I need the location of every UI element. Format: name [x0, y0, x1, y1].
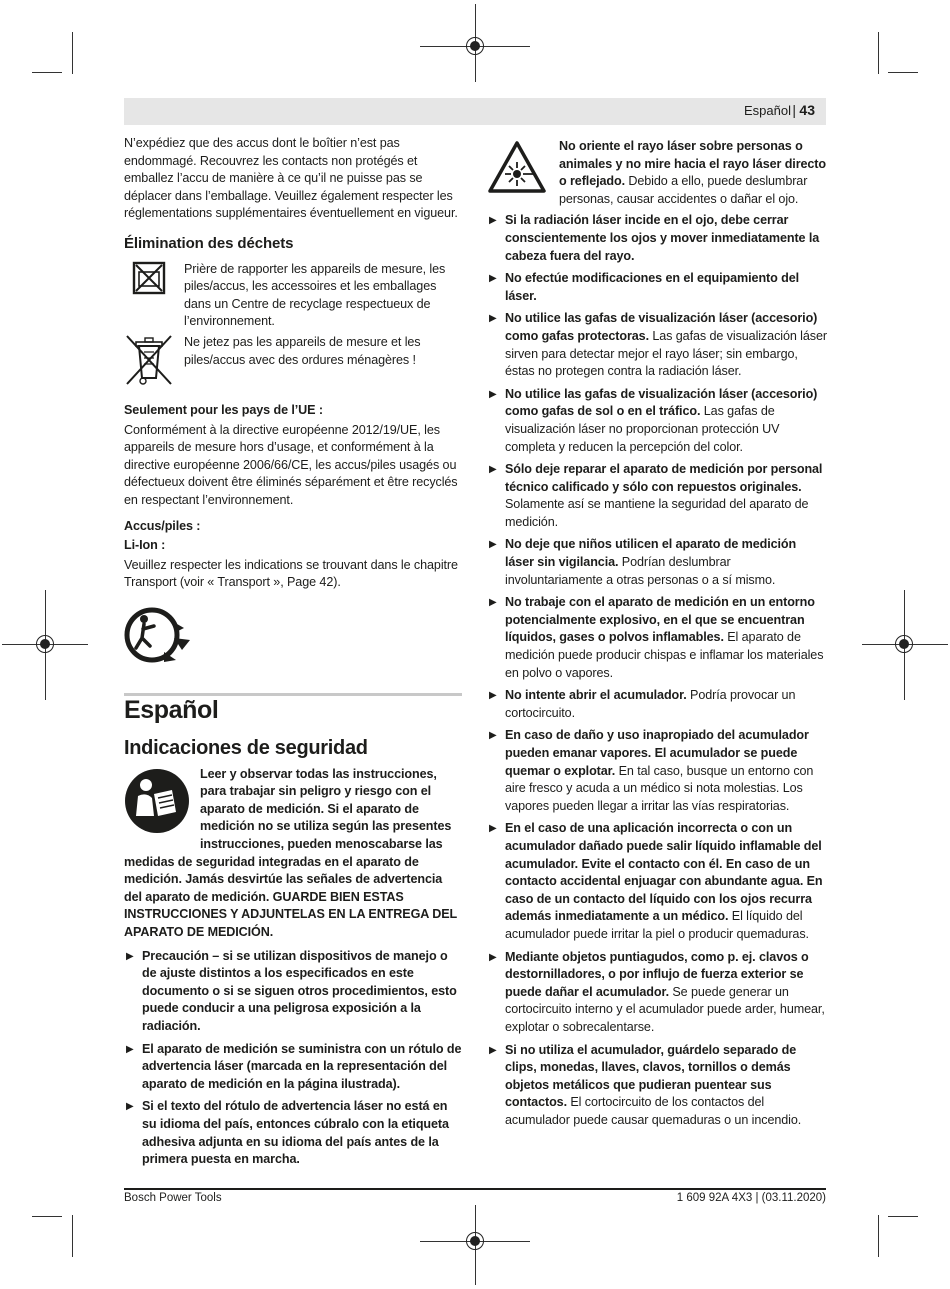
footer-doc-number: 1 609 92A 4X3 | (03.11.2020) [676, 1192, 826, 1204]
bullet-text: Se puede generar un cortocircuito interno y el acumulador puede arder, humear, explotar o sobrecalentarse. [505, 984, 825, 1034]
list-item [487, 594, 827, 682]
bullet-text: Solamente así se mantiene la seguridad del aparato de medición. [505, 497, 809, 529]
bullet-text: El líquido del acumulador puede irritar la piel o producir quemaduras. [505, 909, 809, 941]
bullet-bold-text: En caso de daño y uso inapropiado del acumulador pueden emanar vapores. El acumulador se puede quemar o explotar. [505, 728, 809, 778]
bullet-text: Las gafas de visualización láser sirven para detectar mejor el rayo láser; sin embargo, éstas no protegen contra la radiación láser. [505, 328, 827, 379]
crop-mark [32, 1216, 62, 1217]
liion-heading: Li-Ion : [124, 538, 166, 553]
bullet-bold-text: Precaución – si se utilizan dispositivos de manejo o de ajuste distintos a los especificados en este documento o si se siguen otros procedimientos, esto puede conducir a una peligrosa exposición a la radiación. [142, 948, 457, 1033]
list-item [487, 1042, 827, 1130]
bullet-arrow-icon: ▶ [489, 597, 497, 609]
bullet-arrow-icon: ▶ [489, 951, 497, 963]
safety-heading: Indicaciones de seguridad [124, 737, 368, 760]
bullet-bold-text: En el caso de una aplicación incorrecta o con un acumulador dañado puede salir líquido inflamable del acumulador. Evite el contacto con él. En caso de un contacto accidental enjuagar con abundante agua. En caso de un contacto del líquido con los ojos recurra además inmediatamente a un médico. [505, 821, 823, 924]
section-title: Español [124, 696, 219, 725]
registration-mark-icon [36, 635, 54, 653]
bullet-arrow-icon: ▶ [489, 313, 497, 325]
bullet-arrow-icon: ▶ [489, 273, 497, 285]
bullet-bold-text: No deje que niños utilicen el aparato de medición láser sin vigilancia. [505, 537, 797, 570]
crop-mark [878, 32, 879, 74]
liion-text: Veuillez respecter les indications se trouvant dans le chapitre Transport (voir « Transport », Page 42). [124, 557, 458, 590]
laser-warning-text [559, 138, 827, 208]
bin-text: Ne jetez pas les appareils de mesure et les piles/accus avec des ordures ménagères ! [184, 334, 421, 367]
laser-warning-row [487, 138, 827, 208]
crop-mark [72, 32, 73, 74]
list-item [487, 310, 827, 380]
bullet-arrow-icon: ▶ [126, 950, 134, 962]
crop-mark [888, 72, 918, 73]
bullet-text: Podrían deslumbrar involuntariamente a otras personas o a sí mismo. [505, 555, 776, 587]
bullet-bold-text: Mediante objetos puntiagudos, como p. ej. clavos o destornilladores, o por influjo de fuerza exterior se puede dañar el acumulador. [505, 949, 809, 999]
list-item [487, 687, 827, 722]
bullet-arrow-icon: ▶ [489, 1044, 497, 1056]
bullet-text: En tal caso, busque un entorno con aire fresco y acuda a un médico si nota molestias. Los vapores pueden llegar a irritar las vías respiratorias. [505, 763, 814, 813]
list-item [124, 948, 462, 1036]
bullet-bold-text: Si no utiliza el acumulador, guárdelo separado de clips, monedas, llaves, clavos, tornillos o demás objetos metálicos que pudieran puentear sus contactos. [505, 1042, 797, 1110]
header-separator: | [792, 102, 796, 118]
bullet-arrow-icon: ▶ [489, 539, 497, 551]
eu-text: Conformément à la directive européenne 2012/19/UE, les appareils de mesure hors d’usage, et conformément à la directive européenne 2006/66/CE, les accus/piles usagés ou défectueux doivent être éliminés séparément et être recyclés en respectant l’environnement. [124, 422, 458, 507]
registration-mark-icon [895, 635, 913, 653]
bullet-arrow-icon: ▶ [489, 215, 497, 227]
batteries-heading: Accus/piles : [124, 518, 201, 533]
footer-brand: Bosch Power Tools [124, 1192, 222, 1204]
bullet-text: El cortocircuito de los contactos del acumulador puede causar quemaduras o un incendio. [505, 1095, 802, 1127]
page-header [124, 98, 826, 125]
list-item [487, 536, 827, 589]
bullet-text: Las gafas de visualización láser no proporcionan protección UV completa y reducen la percepción del color. [505, 404, 780, 454]
left-column [124, 135, 462, 1174]
bullet-arrow-icon: ▶ [126, 1043, 134, 1055]
bullet-bold-text: Sólo deje reparar el aparato de medición por personal técnico calificado y sólo con repuestos originales. [505, 462, 823, 494]
bullet-bold-text: No utilice las gafas de visualización láser (accesorio) como gafas de sol o en el tráfico. [505, 386, 818, 419]
crop-mark [72, 1215, 73, 1257]
list-item [487, 820, 827, 943]
list-item [487, 270, 827, 305]
list-item [487, 727, 827, 815]
list-item [487, 212, 827, 265]
list-item [124, 1041, 462, 1094]
crop-mark [32, 72, 62, 73]
laser-warning-normal: Debido a ello, puede deslumbrar personas, causar accidentes o dañar el ojo. [559, 174, 808, 206]
right-column [487, 138, 827, 1134]
crossed-bin-icon [124, 334, 174, 386]
right-bullet-list [487, 212, 827, 1129]
recycle-symbol-icon [124, 261, 174, 331]
bullet-bold-text: No trabaje con el aparato de medición en un entorno potencialmente explosivo, en el que se encuentran líquidos, gases o polvos inflamables. [505, 595, 815, 645]
liion-recycle-icon [124, 602, 462, 674]
bullet-arrow-icon: ▶ [489, 730, 497, 742]
bullet-bold-text: Si la radiación láser incide en el ojo, debe cerrar conscientemente los ojos y mover inmediatamente la cabeza fuera del rayo. [505, 213, 820, 263]
bullet-bold-text: No efectúe modificaciones en el equipamiento del láser. [505, 271, 800, 303]
recycle-row [124, 261, 462, 331]
registration-mark-icon [466, 37, 484, 55]
header-language: Español [744, 103, 791, 118]
recycle-text: Prière de rapporter les appareils de mesure, les piles/accus, les accessoires et les emballages dans un Centre de recyclage respectueux de l’environnement. [184, 261, 446, 329]
bullet-bold-text: No intente abrir el acumulador. [505, 688, 687, 703]
disposal-heading: Élimination des déchets [124, 234, 294, 252]
registration-mark-icon [466, 1232, 484, 1250]
crop-mark [888, 1216, 918, 1217]
bullet-arrow-icon: ▶ [489, 388, 497, 400]
bin-row [124, 334, 462, 386]
laser-warning-icon [487, 138, 551, 208]
bullet-bold-text: Si el texto del rótulo de advertencia láser no está en su idioma del país, entonces cúbralo con la etiqueta adhesiva adjunta en su idioma del país antes de la primera puesta en marcha. [142, 1099, 449, 1167]
bullet-arrow-icon: ▶ [489, 823, 497, 835]
list-item [487, 949, 827, 1037]
crop-mark [878, 1215, 879, 1257]
bullet-arrow-icon: ▶ [489, 690, 497, 702]
safety-intro [124, 766, 462, 942]
list-item [487, 461, 827, 531]
bullet-arrow-icon: ▶ [126, 1101, 134, 1113]
laser-warning-bold: No oriente el rayo láser sobre personas o animales y no mire hacia el rayo láser directo o reflejado. [559, 139, 826, 189]
list-item [124, 1098, 462, 1168]
footer-divider [124, 1188, 826, 1190]
bullet-text: Podría provocar un cortocircuito. [505, 688, 796, 720]
bullet-bold-text: No utilice las gafas de visualización láser (accesorio) como gafas protectoras. [505, 311, 818, 343]
left-bullet-list [124, 948, 462, 1169]
bullet-text: El aparato de medición puede producir chispas e inflamar los materiales en polvo o vapores. [505, 630, 824, 680]
read-manual-icon [124, 768, 192, 838]
bullet-bold-text: El aparato de medición se suministra con un rótulo de advertencia láser (marcada en la representación del aparato de medición en la página ilustrada). [142, 1041, 462, 1091]
list-item [487, 386, 827, 456]
page-number: 43 [799, 102, 815, 118]
safety-intro-text: Leer y observar todas las instrucciones, para trabajar sin peligro y riesgo con el aparato de medición. Si el aparato de medición no se utiliza según las presentes instrucciones, pueden menoscabarse las medidas de seguridad integradas en el aparato de medición. Jamás desvirtúe las señales de advertencia del aparato de medición. GUARDE BIEN ESTAS INSTRUCCIONES Y ADJUNTELAS EN LA ENTREGA DEL APARATO DE MEDICIÓN. [124, 766, 457, 939]
bullet-arrow-icon: ▶ [489, 464, 497, 476]
eu-heading: Seulement pour les pays de l’UE : [124, 402, 323, 417]
transport-paragraph: N’expédiez que des accus dont le boîtier n’est pas endommagé. Recouvrez les contacts non protégés et emballez l’accu de manière à ce qu’il ne puisse pas se déplacer dans l’emballage. Veuillez également respecter les réglementations supplémentaires éventuellement en vigueur. [124, 136, 458, 221]
